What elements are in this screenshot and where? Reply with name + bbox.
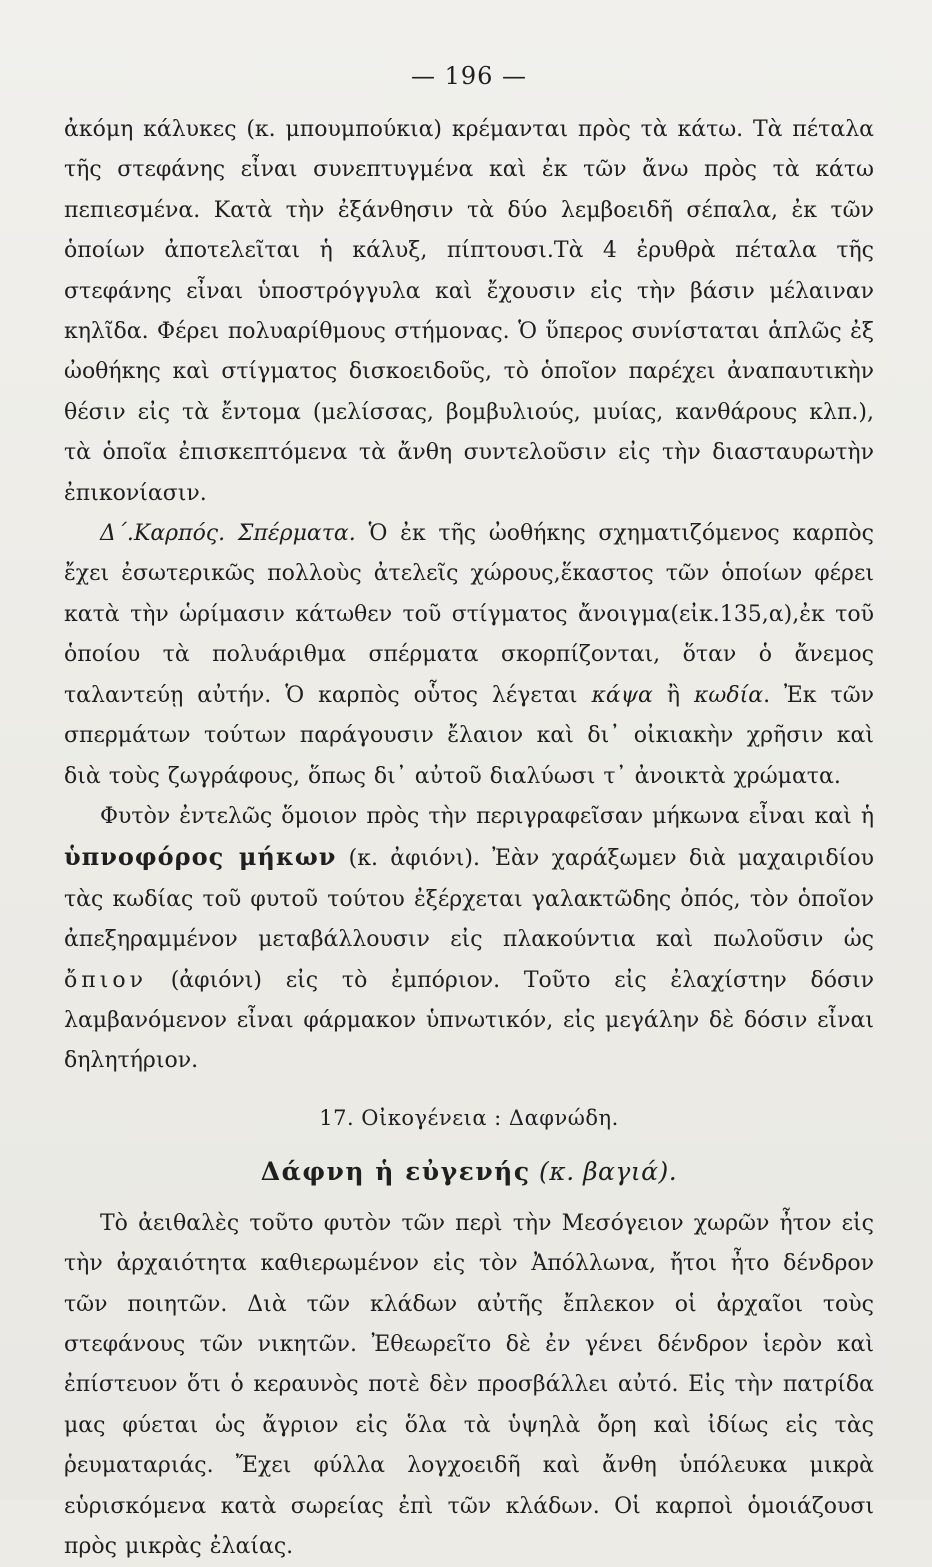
paragraph-laurel-description: Τὸ ἀειθαλὲς τοῦτο φυτὸν τῶν περὶ τὴν Μεσόγειον χωρῶν ἦτον εἰς τὴν ἀρχαιότητα καθιερωμένον εἰς τὸν Ἀπόλλωνα, ἤτοι ἦτο δένδρον τῶν ποιητῶν. Διὰ τῶν κλάδων αὐτῆς ἔπλεκον οἱ ἀρχαῖοι τοὺς στεφάνους τῶν νικητῶν. Ἐθεωρεῖτο δὲ ἐν γένει δένδρον ἱερὸν καὶ ἐπίστευον ὅτι ὁ κεραυνὸς ποτὲ δὲν προσβάλλει αὐτό. Εἰς τὴν πατρίδα μας φύεται ὡς ἄγριον εἰς ὅλα τὰ ὑψηλὰ ὄρη καὶ ἰδίως εἰς τὰς ῥευματαριάς. Ἔχει φύλλα λογχοειδῆ καὶ ἄνθη ὑπόλευκα μικρὰ εὑρισκόμενα κατὰ σωρείας ἐπὶ τῶν κλάδων. Οἱ καρποὶ ὁμοιάζουσι πρὸς μικρὰς ἐλαίας. — [64, 1210, 874, 1559]
term-kodia: κωδία — [693, 682, 764, 708]
opium-text-a: Φυτὸν ἐντελῶς ὅμοιον πρὸς τὴν περιγραφεῖσαν μήκωνα εἶναι καὶ ἡ — [100, 803, 874, 829]
page-number: — 196 — — [410, 62, 528, 90]
fruit-text-b: ἢ — [652, 682, 694, 708]
species-name-laurel: Δάφνη ἡ εὐγενής — [260, 1156, 531, 1186]
run-in-heading-fruit: Δ΄.Καρπός. Σπέρματα. — [100, 521, 356, 547]
opium-text-b: (κ. ἀφιόνι). Ἐὰν χαράξωμεν διὰ μαχαιριδίου τὰς κωδίας τοῦ φυτοῦ τούτου ἐξέρχεται γαλακτῶδης ὀπός, τὸν ὁποῖον ἀπεξηραμμένον μεταβάλλουσιν εἰς πλακούντια καὶ πωλοῦσιν ὡς — [64, 846, 875, 953]
fruit-text-a: Ὁ ἐκ τῆς ὠοθήκης σχηματιζόμενος καρπὸς ἔχει ἐσωτερικῶς πολλοὺς ἀτελεῖς χώρους,ἕκαστος τῶν ὁποίων φέρει κατὰ τὴν ὡρίμασιν κάτωθεν τοῦ στίγματος ἄνοιγμα(εἰκ.135,α),ἐκ τοῦ ὁποίου τὰ πολυάριθμα σπέρματα σκορπίζονται, ὅταν ὁ ἄνεμος ταλαντεύῃ αὐτήν. Ὁ καρπὸς οὗτος λέγεται — [64, 521, 874, 708]
species-heading — [64, 1150, 874, 1194]
species-opium-poppy: ὑπνοφόρος μήκων — [64, 842, 337, 872]
paragraph-opium-poppy — [64, 797, 874, 1082]
species-common-name: (κ. βαγιά). — [530, 1156, 678, 1186]
term-kapsa: κάψα — [591, 682, 653, 708]
fruit-text-c: . Ἐκ τῶν σπερμάτων τούτων παράγουσιν ἔλαιον καὶ δι᾽ οἰκιακὴν χρῆσιν καὶ διὰ τοὺς ζωγράφους, ὅπως δι᾽ αὐτοῦ διαλύωσι τ᾽ ἀνοικτὰ χρώματα. — [64, 682, 875, 789]
family-heading: 17. Οἰκογένεια : Δαφνώδη. — [319, 1105, 619, 1130]
paragraph-fruit-seeds — [64, 514, 874, 797]
opium-text-c: (ἀφιόνι) εἰς τὸ ἐμπόριον. Τοῦτο εἰς ἐλαχίστην δόσιν λαμβανόμενον εἶναι φάρμακον ὑπνωτικόν, εἰς μεγάλην δὲ δόσιν εἶναι δηλητήριον. — [64, 967, 874, 1074]
paragraph-flower-description: ἀκόμη κάλυκες (κ. μπουμπούκια) κρέμανται πρὸς τὰ κάτω. Τὰ πέταλα τῆς στεφάνης εἶναι συνεπτυγμένα καὶ ἐκ τῶν ἄνω πρὸς τὰ κάτω πεπιεσμένα. Κατὰ τὴν ἐξάνθησιν τὰ δύο λεμβοειδῆ σέπαλα, ἐκ τῶν ὁποίων ἀποτελεῖται ἡ κάλυξ, πίπτουσι.Τὰ 4 ἐρυθρὰ πέταλα τῆς στεφάνης εἶναι ὑποστρόγγυλα καὶ ἔχουσιν εἰς τὴν βάσιν μέλαιναν κηλῖδα. Φέρει πολυαρίθμους στήμονας. Ὁ ὕπερος συνίσταται ἁπλῶς ἐξ ὠοθήκης καὶ στίγματος δισκοειδοῦς, τὸ ὁποῖον παρέχει ἀναπαυτικὴν θέσιν εἰς τὰ ἔντομα (μελίσσας, βομβυλιούς, μυίας, κανθάρους κλπ.), τὰ ὁποῖα ἐπισκεπτόμενα τὰ ἄνθη συντελοῦσιν εἰς τὴν διασταυρωτὴν ἐπικονίασιν. — [64, 117, 874, 506]
term-opium: ὄπιον — [64, 967, 147, 993]
